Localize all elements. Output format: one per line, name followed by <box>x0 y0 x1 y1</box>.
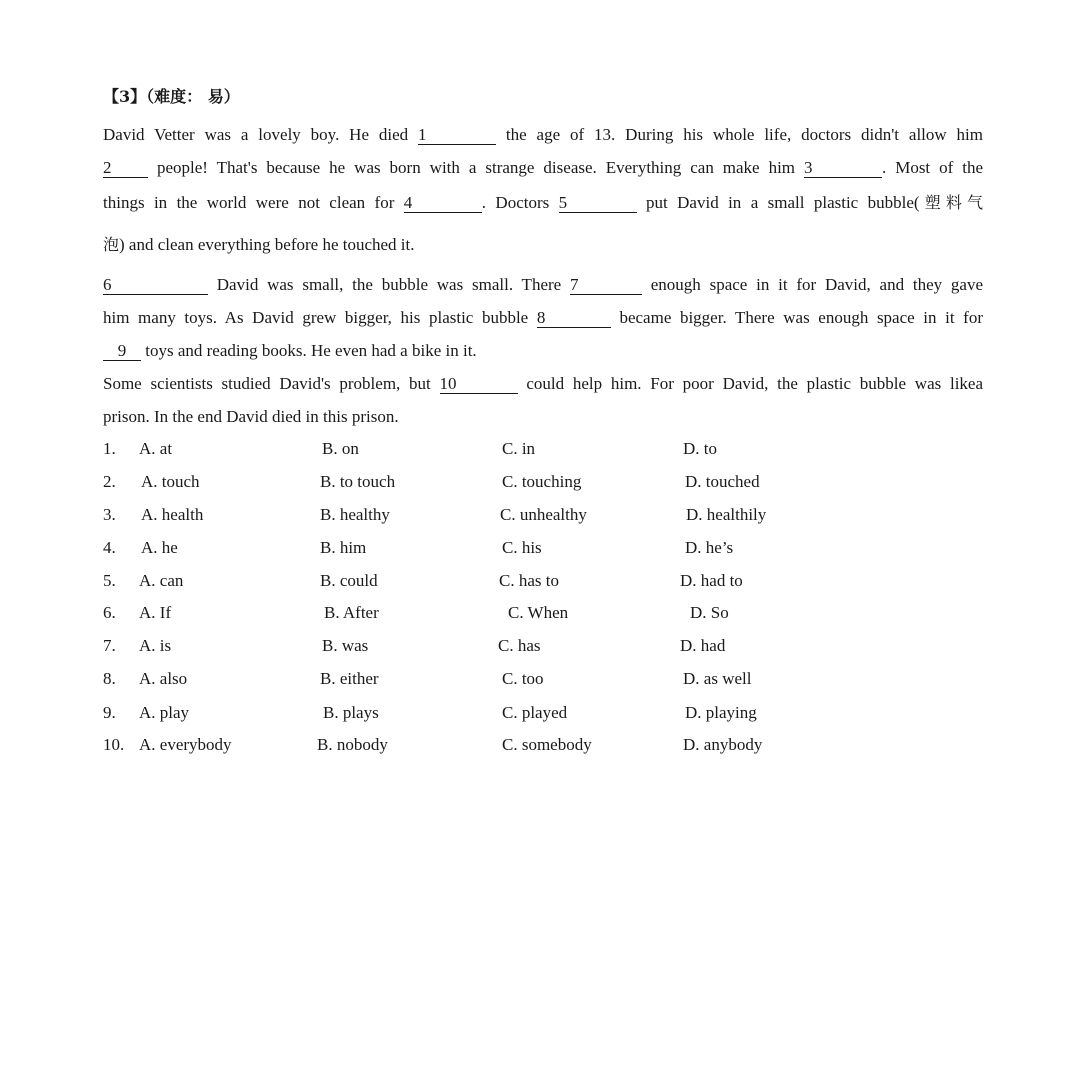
option-c: C. in <box>502 439 536 458</box>
passage-line-6 <box>103 307 983 329</box>
option-c: C. has <box>498 636 541 655</box>
option-c: C. his <box>502 538 542 557</box>
blank-7: 7 <box>570 276 642 295</box>
option-a: A. can <box>139 571 184 590</box>
passage-cjk-text: 塑料气 <box>919 193 983 212</box>
option-d: D. as well <box>683 669 752 688</box>
option-b: B. healthy <box>320 505 390 524</box>
passage-line-7 <box>103 340 983 362</box>
blank-8: 8 <box>537 309 611 328</box>
passage-text: ) and clean everything before he touched it. <box>119 235 415 254</box>
option-a: A. play <box>139 703 190 722</box>
option-a: A. he <box>141 538 178 557</box>
option-b: B. was <box>322 636 369 655</box>
option-d: D. healthily <box>686 505 767 524</box>
passage-text: toys and reading books. He even had a bike in it. <box>145 341 477 360</box>
option-a: A. If <box>139 603 172 622</box>
blank-3: 3 <box>804 159 882 178</box>
option-a: A. everybody <box>139 735 232 754</box>
passage-text: people! That's because he was born with a strange disease. Everything can make him <box>156 158 796 177</box>
passage-text: became bigger. There was enough space in it for <box>619 308 984 327</box>
option-a: A. touch <box>141 472 200 491</box>
passage-text: could help him. For poor David, the plastic bubble was likea <box>526 374 984 393</box>
passage-text: prison. In the end David died in this prison. <box>103 407 399 426</box>
passage-text: him many toys. As David grew bigger, his plastic bubble <box>103 308 529 327</box>
option-d: D. to <box>683 439 717 458</box>
question-number: 1. <box>103 439 116 458</box>
blank-10: 10 <box>440 375 518 394</box>
passage-line-8 <box>103 373 983 395</box>
blank-5: 5 <box>559 194 637 213</box>
question-number: 7. <box>103 636 116 655</box>
passage-line-4 <box>103 234 983 256</box>
passage-cjk-text: 泡 <box>103 235 120 254</box>
option-d: D. So <box>690 603 729 622</box>
option-d: D. he’s <box>685 538 734 557</box>
passage-line-9 <box>103 406 983 428</box>
option-b: B. plays <box>323 703 379 722</box>
option-c: C. has to <box>499 571 559 590</box>
passage-line-1 <box>103 124 983 146</box>
question-number: 2. <box>103 472 116 491</box>
passage-text: put David in a small plastic bubble( <box>646 193 920 212</box>
option-d: D. touched <box>685 472 760 491</box>
question-heading: 【3】（难度： 易） <box>103 87 240 106</box>
passage-line-5 <box>103 274 983 296</box>
option-a: A. health <box>141 505 204 524</box>
passage-text: things in the world were not clean for <box>103 193 395 212</box>
passage-text: . Most of the <box>881 158 984 177</box>
option-d: D. playing <box>685 703 757 722</box>
passage-line-3 <box>103 192 983 214</box>
question-number: 8. <box>103 669 116 688</box>
blank-1: 1 <box>418 126 496 145</box>
option-c: C. too <box>502 669 544 688</box>
option-a: A. also <box>139 669 188 688</box>
question-number: 9. <box>103 703 116 722</box>
option-c: C. played <box>502 703 568 722</box>
passage-text: David Vetter was a lovely boy. He died <box>103 125 409 144</box>
option-a: A. at <box>139 439 173 458</box>
option-d: D. had <box>680 636 726 655</box>
option-c: C. touching <box>502 472 582 491</box>
question-number: 5. <box>103 571 116 590</box>
option-b: B. on <box>322 439 359 458</box>
blank-9: 9 <box>103 342 141 361</box>
passage-text: . Doctors <box>481 193 550 212</box>
blank-2: 2 <box>103 159 148 178</box>
passage-text: enough space in it for David, and they gave <box>650 275 983 294</box>
blank-6: 6 <box>103 276 208 295</box>
option-b: B. could <box>320 571 378 590</box>
option-c: C. When <box>508 603 569 622</box>
passage-text: David was small, the bubble was small. There <box>216 275 562 294</box>
option-b: B. After <box>324 603 379 622</box>
option-c: C. somebody <box>502 735 592 754</box>
question-number: 6. <box>103 603 116 622</box>
option-b: B. him <box>320 538 367 557</box>
option-b: B. nobody <box>317 735 388 754</box>
blank-4: 4 <box>404 194 482 213</box>
question-number: 4. <box>103 538 116 557</box>
question-number: 10. <box>103 735 125 754</box>
option-b: B. either <box>320 669 379 688</box>
passage-text: Some scientists studied David's problem, but <box>103 374 431 393</box>
option-c: C. unhealthy <box>500 505 587 524</box>
option-d: D. anybody <box>683 735 763 754</box>
option-d: D. had to <box>680 571 743 590</box>
option-b: B. to touch <box>320 472 396 491</box>
option-a: A. is <box>139 636 172 655</box>
question-number: 3. <box>103 505 116 524</box>
passage-line-2 <box>103 157 983 179</box>
passage-text: the age of 13. During his whole life, doctors didn't allow him <box>505 125 983 144</box>
